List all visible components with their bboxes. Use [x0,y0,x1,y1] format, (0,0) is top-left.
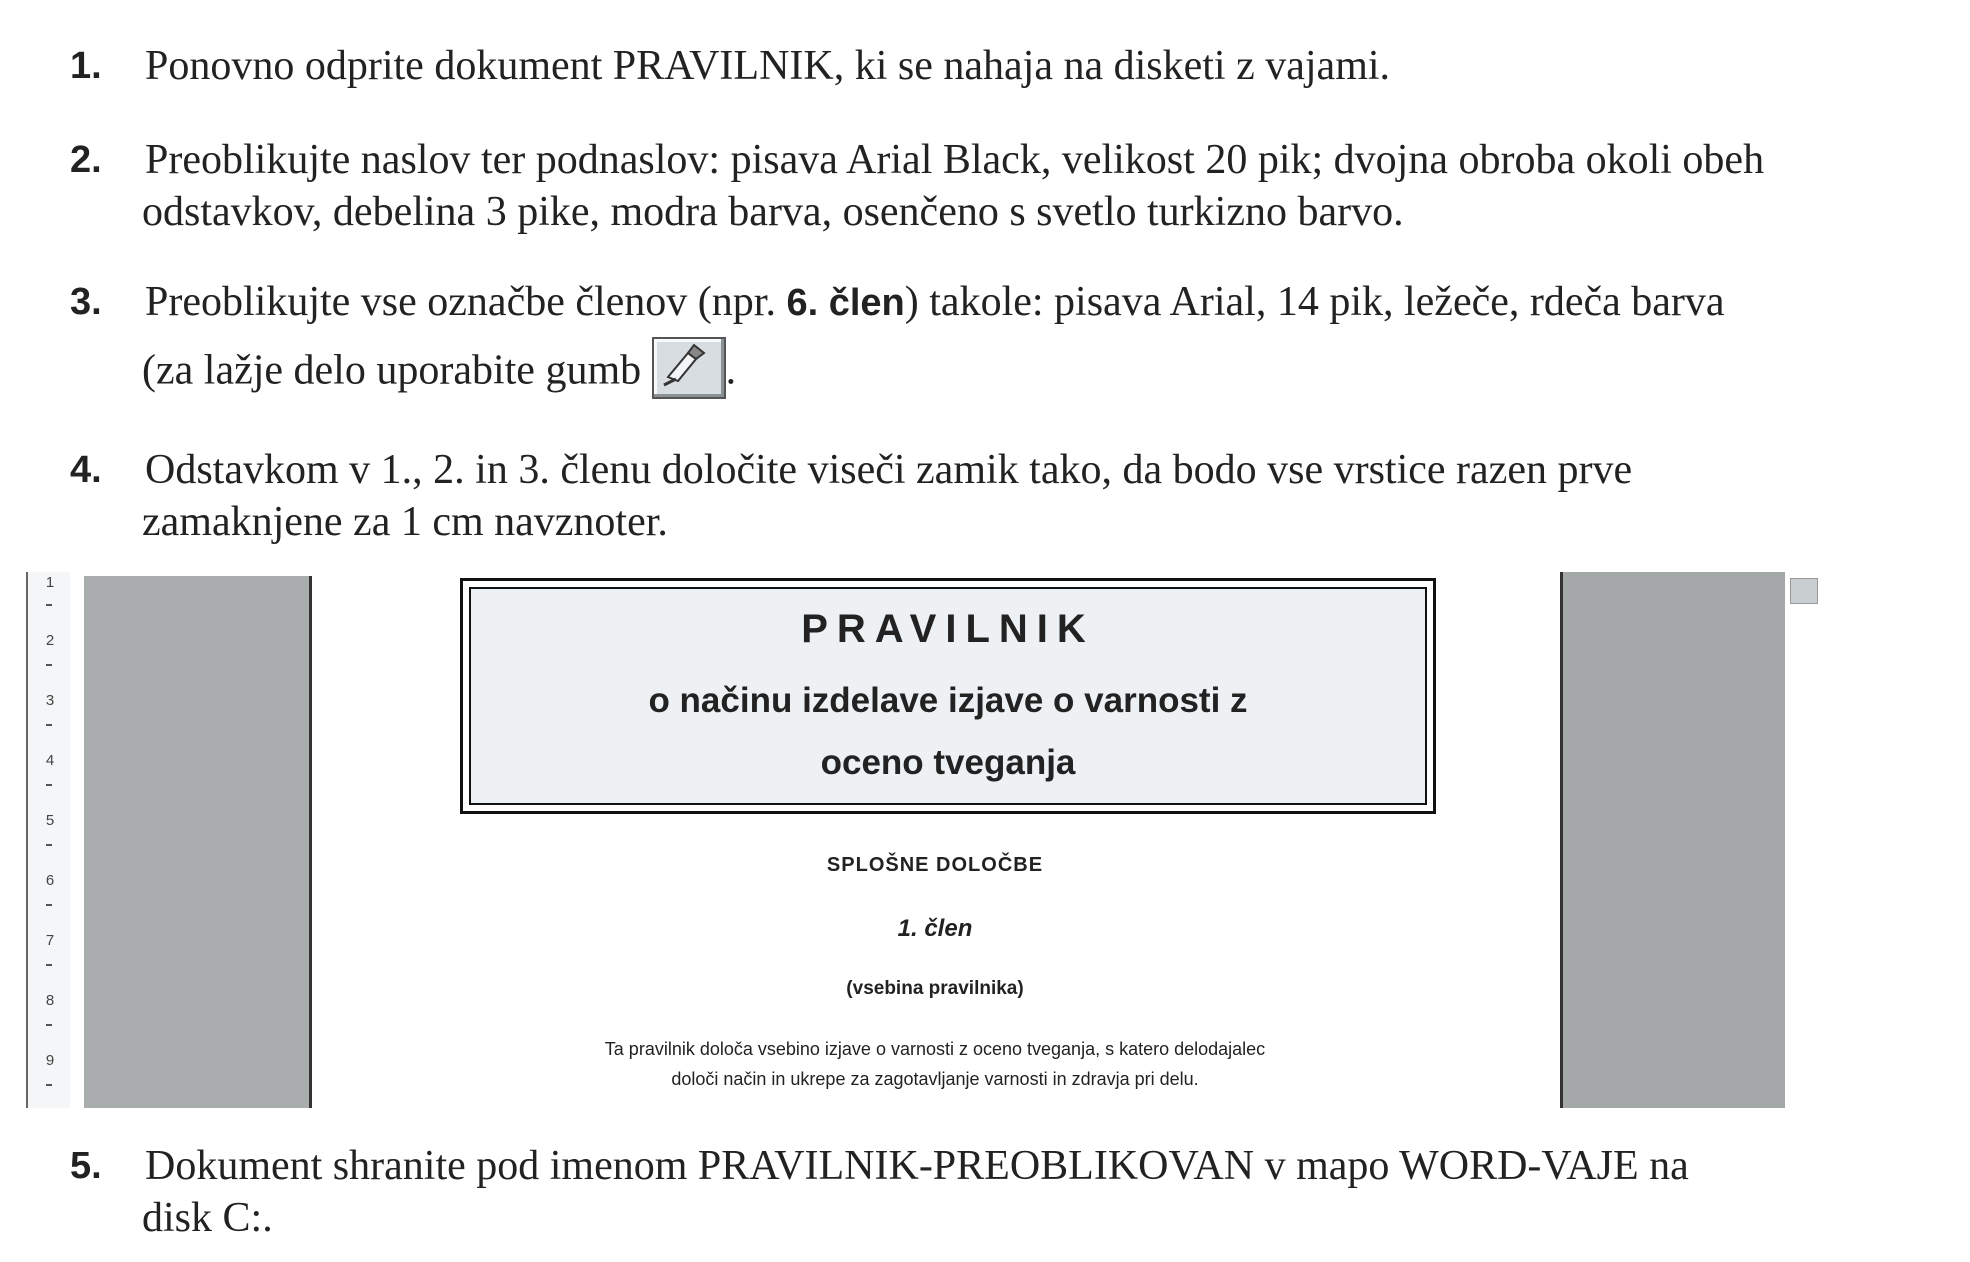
ruler-mark [46,1024,52,1026]
ruler-mark [46,604,52,606]
task-number: 2. [70,139,102,181]
format-painter-icon [654,339,720,393]
task-text-line1: Odstavkom v 1., 2. in 3. členu določite viseči zamik tako, da bodo vse vrstice razen prve [145,447,1633,493]
ruler-mark [46,964,52,966]
task-number: 4. [70,449,102,491]
left-margin-area [84,576,312,1108]
ruler-mark [46,664,52,666]
task-text-line2: disk C:. [142,1195,273,1241]
article-label: 1. člen [897,915,973,942]
task-text-line2: odstavkov, debelina 3 pike, modra barva, osenčeno s svetlo turkizno barvo. [142,189,1404,235]
task-number: 5. [70,1145,102,1187]
title-border-box [460,578,1436,814]
body-line1: Ta pravilnik določa vsebino izjave o varnosti z oceno tveganja, s katero delodajalec [604,1039,1266,1059]
article-title: (vsebina pravilnika) [846,978,1024,999]
article-body [412,1034,1458,1094]
ruler-tick: 6 [45,872,55,889]
task-1 [70,40,1390,92]
ruler-mark [46,1084,52,1086]
task-2 [70,134,1764,238]
vertical-ruler [26,572,70,1108]
ruler-mark [46,904,52,906]
subtitle-line1: o načinu izdelave izjave o varnosti z [648,681,1248,720]
right-margin-area [1560,572,1785,1108]
ruler-mark [46,844,52,846]
ruler-tick: 7 [45,932,55,949]
word-screenshot [26,572,1816,1108]
task-text-line1: Dokument shranite pod imenom PRAVILNIK-PREOBLIKOVAN v mapo WORD-VAJE na [145,1143,1689,1189]
task-example: 6. člen [786,282,905,324]
body-line2: določi način in ukrepe za zagotavljanje varnosti in zdravja pri delu. [671,1069,1199,1089]
format-painter-button [652,337,726,399]
document-page[interactable] [312,572,1558,1108]
task-text: Ponovno odprite dokument PRAVILNIK, ki se nahaja na disketi z vajami. [145,43,1391,89]
ruler-tick: 5 [45,812,55,829]
task-4 [70,444,1632,548]
document-subtitle [471,670,1425,794]
ruler-mark [46,724,52,726]
task-text-line1: Preoblikujte naslov ter podnaslov: pisava Arial Black, velikost 20 pik; dvojna obroba okoli obeh [145,137,1765,183]
task-number: 1. [70,45,102,87]
task-text-line2 [142,343,1725,405]
task-3 [70,276,1725,405]
task-text-after: . [725,347,737,394]
task-text-before: Preoblikujte vse označbe členov (npr. [145,279,787,325]
ruler-mark [46,784,52,786]
task-text-after: ) takole: pisava Arial, 14 pik, ležeče, rdeča barva [904,279,1725,325]
ruler-tick: 2 [45,632,55,649]
section-heading: SPLOŠNE DOLOČBE [826,854,1044,876]
scrollbar-thumb[interactable] [1790,578,1818,604]
task-text-before: (za lažje delo uporabite gumb [142,347,652,394]
ruler-tick: 3 [45,692,55,709]
task-number: 3. [70,281,102,323]
subtitle-line2: oceno tveganja [820,743,1076,782]
ruler-tick: 1 [45,574,55,591]
task-5 [70,1140,1689,1244]
ruler-tick: 4 [45,752,55,769]
ruler-tick: 8 [45,992,55,1009]
task-text-line1 [145,276,1725,329]
task-text-line2: zamaknjene za 1 cm navznoter. [142,499,668,545]
document-title: PRAVILNIK [801,607,1095,651]
title-shading [469,587,1427,805]
ruler-tick: 9 [45,1052,55,1069]
